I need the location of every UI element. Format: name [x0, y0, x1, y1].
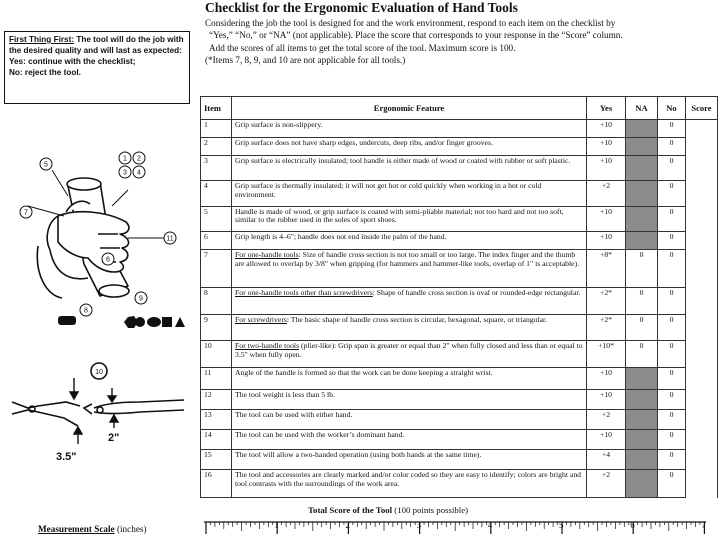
feature-cell [232, 367, 587, 389]
yes-score: +10 [587, 156, 626, 181]
total-score-note: (100 points possible) [392, 505, 469, 515]
instructions-note: (*Items 7, 8, 9, and 10 are not applicable for all tools.) [205, 55, 406, 66]
na-cell-shaded [626, 450, 658, 470]
table-row [201, 120, 718, 138]
first-thing-no: No: reject the tool. [9, 68, 81, 77]
ruler-tick-label: 5 [559, 520, 564, 530]
na-cell-shaded [626, 181, 658, 206]
total-score-label: Total Score of the Tool (100 points possible) [308, 505, 469, 515]
no-score: 0 [658, 367, 686, 389]
table-header-row [201, 97, 718, 120]
score-input-cell[interactable] [686, 470, 718, 498]
score-input-cell[interactable] [686, 341, 718, 367]
feature-cell [232, 156, 587, 181]
feature-text: The tool weight is less than 5 lb. [235, 389, 335, 399]
feature-cell [232, 250, 587, 288]
score-input-cell[interactable] [686, 410, 718, 430]
item-number: 12 [201, 389, 232, 409]
yes-score: +2* [587, 288, 626, 314]
column-header-score: Score [686, 97, 718, 120]
score-input-cell[interactable] [686, 181, 718, 206]
feature-text: Angle of the handle is formed so that the work can be done keeping a straight wrist. [235, 367, 493, 377]
yes-score: +10* [587, 341, 626, 367]
callout-label: 1 [123, 155, 127, 163]
na-cell-shaded [626, 367, 658, 389]
yes-score: +10 [587, 389, 626, 409]
ruler-tick-label: 6 [630, 520, 635, 530]
feature-cell [232, 389, 587, 409]
feature-cell [232, 430, 587, 450]
item-number: 13 [201, 410, 232, 430]
na-score: 0 [626, 341, 658, 367]
feature-text: : The basic shape of handle cross section is circular, hexagonal, square, or triangular. [286, 314, 548, 324]
table-row [201, 181, 718, 206]
table-row [201, 389, 718, 409]
na-cell-shaded [626, 232, 658, 250]
table-row [201, 156, 718, 181]
cross-section-shapes [58, 316, 185, 328]
feature-text: Handle is made of wood, or grip surface is coated with semi-pliable material; not too hard and not too soft, similar to the rubber used in the soles of sport shoes. [235, 206, 564, 225]
callout-label: 6 [106, 256, 110, 264]
score-input-cell[interactable] [686, 288, 718, 314]
score-input-cell[interactable] [686, 389, 718, 409]
no-score: 0 [658, 450, 686, 470]
table-row [201, 232, 718, 250]
callout-label: 3 [123, 169, 127, 177]
ruler-tick-label: 3 [416, 520, 422, 530]
item-number: 8 [201, 288, 232, 314]
feature-text: The tool will allow a two-handed operation (using both hands at the same time). [235, 450, 482, 460]
yes-score: +2 [587, 181, 626, 206]
feature-text: Grip surface is non-slippery. [235, 120, 323, 129]
item-number: 16 [201, 470, 232, 498]
feature-lead: For two-handle tools [235, 341, 300, 351]
callout-label: 5 [44, 161, 48, 169]
checklist-table [200, 96, 718, 498]
table-row [201, 250, 718, 288]
feature-text: (plier-like): Grip span is greater or equal than 2" when fully closed and less than or equal to 3.5" when fully open. [235, 341, 583, 359]
table-row [201, 288, 718, 314]
yes-score: +4 [587, 450, 626, 470]
score-input-cell[interactable] [686, 450, 718, 470]
no-score: 0 [658, 341, 686, 367]
feature-text: Grip surface does not have sharp edges, undercuts, deep ribs, and/or finger grooves. [235, 138, 493, 147]
no-score: 0 [658, 250, 686, 288]
yes-score: +2* [587, 314, 626, 340]
callout-label: 2 [137, 155, 141, 163]
ruler-tick-label: 1 [274, 520, 279, 530]
na-cell-shaded [626, 206, 658, 231]
feature-text: : Size of handle cross section is not too small or too large. The index finger and the thumb are allowed to overlap by 3/8" when gripping (for hammers and hammer-like tools, overlap of 1" is acceptable). [235, 250, 580, 268]
instructions [205, 17, 717, 67]
first-thing-yes: Yes: continue with the checklist; [9, 57, 136, 66]
na-cell-shaded [626, 156, 658, 181]
no-score: 0 [658, 232, 686, 250]
item-number: 10 [201, 341, 232, 367]
instructions-line: Considering the job the tool is designed for and the work environment, respond to each item on the checklist by [205, 18, 616, 28]
table-row [201, 470, 718, 498]
feature-text: Grip length is 4–6"; handle does not end inside the palm of the hand. [235, 232, 447, 242]
item-number: 6 [201, 232, 232, 250]
feature-cell [232, 232, 587, 250]
table-row [201, 206, 718, 231]
na-score: 0 [626, 250, 658, 288]
score-input-cell[interactable] [686, 138, 718, 156]
yes-score: +10 [587, 367, 626, 389]
na-score: 0 [626, 288, 658, 314]
score-input-cell[interactable] [686, 430, 718, 450]
feature-cell [232, 410, 587, 430]
item-number: 5 [201, 206, 232, 231]
measurement-scale-label: Measurement Scale (inches) [38, 524, 147, 534]
callout-label: 4 [137, 169, 141, 177]
na-cell-shaded [626, 470, 658, 498]
yes-score: +10 [587, 232, 626, 250]
na-score: 0 [626, 314, 658, 340]
item-number: 11 [201, 367, 232, 389]
no-score: 0 [658, 156, 686, 181]
score-input-cell[interactable] [686, 250, 718, 288]
no-score: 0 [658, 288, 686, 314]
feature-text: The tool and accessories are clearly marked and/or color coded so they are easy to identify; colors are bright and tool contrasts with the surroundings of the work area. [235, 470, 582, 488]
feature-cell [232, 288, 587, 314]
pliers-open-span: 3.5" [56, 451, 77, 463]
column-header-feature: Ergonomic Feature [232, 97, 587, 120]
no-score: 0 [658, 138, 686, 156]
score-input-cell[interactable] [686, 156, 718, 181]
item-number: 3 [201, 156, 232, 181]
instructions-line: “Yes,” “No,” or “NA” (not applicable). Place the score that corresponds to your response in the “Score” column. [209, 30, 623, 41]
callout-label: 9 [139, 295, 143, 303]
table-row [201, 430, 718, 450]
yes-score: +10 [587, 138, 626, 156]
callout-label: 8 [84, 307, 88, 315]
item-number: 4 [201, 181, 232, 206]
first-thing-lead: First Thing First: [9, 35, 75, 44]
feature-lead: For screwdrivers [235, 314, 287, 324]
instructions-line: Add the scores of all items to get the total score of the tool. Maximum score is 100. [209, 42, 516, 53]
column-header-item: Item [201, 97, 232, 120]
yes-score: +10 [587, 120, 626, 138]
table-row [201, 314, 718, 340]
score-input-cell[interactable] [686, 206, 718, 231]
feature-cell [232, 206, 587, 231]
score-input-cell[interactable] [686, 120, 718, 138]
feature-text: The tool can be used with the worker’s dominant hand. [235, 430, 405, 440]
na-cell-shaded [626, 389, 658, 409]
na-cell-shaded [626, 120, 658, 138]
no-score: 0 [658, 120, 686, 138]
pliers-closed-span: 2" [108, 432, 120, 444]
no-score: 0 [658, 314, 686, 340]
yes-score: +8* [587, 250, 626, 288]
na-cell-shaded [626, 138, 658, 156]
feature-text: : Shape of handle cross section is oval or rounded-edge rectangular. [372, 288, 581, 298]
feature-text: Grip surface is electrically insulated; tool handle is either made of wood or coated with rubber or soft plastic. [235, 156, 571, 165]
feature-cell [232, 341, 587, 367]
yes-score: +10 [587, 430, 626, 450]
measurement-unit: (inches) [114, 524, 147, 534]
feature-text: The tool can be used with either hand. [235, 410, 353, 420]
column-header-yes: Yes [587, 97, 626, 120]
callout-label: 7 [24, 209, 28, 217]
yes-score: +2 [587, 470, 626, 498]
score-input-cell[interactable] [686, 232, 718, 250]
item-number: 15 [201, 450, 232, 470]
yes-score: +2 [587, 410, 626, 430]
yes-score: +10 [587, 206, 626, 231]
item-number: 2 [201, 138, 232, 156]
no-score: 0 [658, 410, 686, 430]
na-cell-shaded [626, 430, 658, 450]
pliers-illustration [8, 362, 194, 468]
no-score: 0 [658, 206, 686, 231]
pliers-callout-10: 10 [95, 369, 103, 376]
feature-lead: For one-handle tools other than screwdrivers [235, 288, 373, 298]
item-number: 14 [201, 430, 232, 450]
ruler-tick-label: 7 [701, 520, 706, 530]
no-score: 0 [658, 181, 686, 206]
feature-cell [232, 181, 587, 206]
ruler-tick-label: 4 [487, 520, 493, 530]
table-row [201, 410, 718, 430]
feature-cell [232, 470, 587, 498]
no-score: 0 [658, 430, 686, 450]
feature-lead: For one-handle tools [235, 250, 299, 260]
measurement-ruler [202, 516, 708, 540]
page-title: Checklist for the Ergonomic Evaluation of Hand Tools [205, 0, 518, 15]
hand-grip-illustration [8, 146, 194, 334]
feature-cell [232, 450, 587, 470]
column-header-no: No [658, 97, 686, 120]
item-number: 7 [201, 250, 232, 288]
table-row [201, 450, 718, 470]
feature-cell [232, 138, 587, 156]
no-score: 0 [658, 389, 686, 409]
table-row [201, 367, 718, 389]
no-score: 0 [658, 470, 686, 498]
first-thing-text: The tool will do the job with the desired quality and will last as expected: [9, 35, 184, 55]
column-header-na: NA [626, 97, 658, 120]
ruler-tick-label: 2 [345, 520, 350, 530]
feature-cell [232, 120, 587, 138]
callout-label: 11 [166, 235, 174, 243]
feature-text: Grip surface is thermally insulated; it will not get hot or cold quickly when working in a hot or cold environment. [235, 181, 542, 199]
item-number: 1 [201, 120, 232, 138]
item-number: 9 [201, 314, 232, 340]
feature-cell [232, 314, 587, 340]
table-row [201, 138, 718, 156]
score-input-cell[interactable] [686, 314, 718, 340]
table-row [201, 341, 718, 367]
score-input-cell[interactable] [686, 367, 718, 389]
first-thing-box [4, 31, 190, 104]
na-cell-shaded [626, 410, 658, 430]
